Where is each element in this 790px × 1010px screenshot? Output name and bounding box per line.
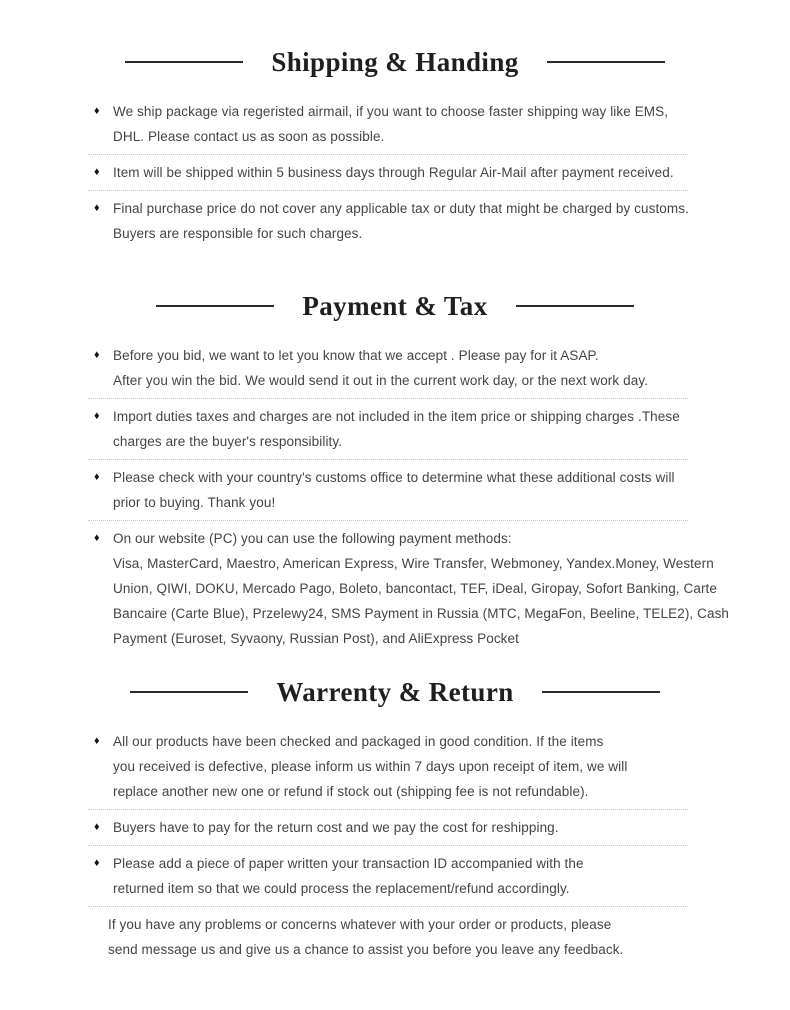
item-text-line: send message us and give us a chance to assist you before you leave any feedback. <box>108 942 624 957</box>
item-text-line: Please check with your country's customs office to determine what these additional costs will <box>113 470 675 485</box>
section-warranty-return <box>0 675 790 967</box>
diamond-bullet-icon: ♦ <box>94 410 100 422</box>
diamond-bullet-icon: ♦ <box>94 532 100 544</box>
diamond-bullet-icon: ♦ <box>94 166 100 178</box>
title-rule-right <box>516 305 634 307</box>
section-payment-tax <box>0 289 790 656</box>
list-item <box>88 398 688 459</box>
item-text-line: If you have any problems or concerns whatever with your order or products, please <box>108 917 612 932</box>
item-text-line: Buyers are responsible for such charges. <box>113 226 363 241</box>
section-title: Warrenty & Return <box>276 676 514 707</box>
list-item <box>88 845 688 906</box>
item-text-line: Import duties taxes and charges are not included in the item price or shipping charges .These <box>113 409 680 424</box>
title-rule-left <box>156 305 274 307</box>
item-text-line: you received is defective, please inform us within 7 days upon receipt of item, we will <box>113 759 628 774</box>
section-item-list <box>88 94 688 251</box>
list-item <box>88 724 688 809</box>
list-item <box>88 154 688 190</box>
list-item <box>88 190 688 251</box>
diamond-bullet-icon: ♦ <box>94 857 100 869</box>
diamond-bullet-icon: ♦ <box>94 349 100 361</box>
item-text-line: Bancaire (Carte Blue), Przelewy24, SMS Payment in Russia (MTC, MegaFon, Beeline, TELE2), Cash <box>113 606 730 621</box>
item-text-line: Buyers have to pay for the return cost and we pay the cost for reshipping. <box>113 820 559 835</box>
diamond-bullet-icon: ♦ <box>94 821 100 833</box>
section-shipping-handling <box>0 45 790 251</box>
title-rule-right <box>547 61 665 63</box>
item-text-line: After you win the bid. We would send it out in the current work day, or the next work day. <box>113 373 649 388</box>
item-text-line: returned item so that we could process the replacement/refund accordingly. <box>113 881 570 896</box>
section-header <box>0 289 790 323</box>
diamond-bullet-icon: ♦ <box>94 202 100 214</box>
section-item-list <box>88 724 688 967</box>
diamond-bullet-icon: ♦ <box>94 105 100 117</box>
diamond-bullet-icon: ♦ <box>94 471 100 483</box>
list-item <box>88 809 688 845</box>
item-text-line: charges are the buyer's responsibility. <box>113 434 343 449</box>
section-header <box>0 675 790 709</box>
item-text-line: replace another new one or refund if stock out (shipping fee is not refundable). <box>113 784 589 799</box>
list-item <box>88 338 688 398</box>
item-text-line: Union, QIWI, DOKU, Mercado Pago, Boleto, bancontact, TEF, iDeal, Giropay, Sofort Banking, Carte <box>113 581 718 596</box>
item-text-line: Payment (Euroset, Syvaony, Russian Post), and AliExpress Pocket <box>113 631 519 646</box>
item-text-line: Please add a piece of paper written your transaction ID accompanied with the <box>113 856 584 871</box>
title-rule-right <box>542 691 660 693</box>
section-title: Shipping & Handing <box>271 46 519 77</box>
list-item <box>88 459 688 520</box>
item-text-line: prior to buying. Thank you! <box>113 495 276 510</box>
note-paragraph <box>88 906 688 967</box>
list-item <box>88 520 730 656</box>
item-text-line: On our website (PC) you can use the following payment methods: <box>113 531 512 546</box>
section-item-list <box>88 338 730 656</box>
title-rule-left <box>125 61 243 63</box>
item-text-line: We ship package via regeristed airmail, if you want to choose faster shipping way like EMS, <box>113 104 669 119</box>
item-text-line: Visa, MasterCard, Maestro, American Express, Wire Transfer, Webmoney, Yandex.Money, Western <box>113 556 714 571</box>
item-text-line: Before you bid, we want to let you know that we accept . Please pay for it ASAP. <box>113 348 599 363</box>
section-header <box>0 45 790 79</box>
title-rule-left <box>130 691 248 693</box>
item-text-line: Item will be shipped within 5 business days through Regular Air-Mail after payment received. <box>113 165 674 180</box>
diamond-bullet-icon: ♦ <box>94 735 100 747</box>
item-text-line: DHL. Please contact us as soon as possible. <box>113 129 385 144</box>
list-item <box>88 94 688 154</box>
section-title: Payment & Tax <box>302 290 488 321</box>
item-text-line: All our products have been checked and packaged in good condition. If the items <box>113 734 604 749</box>
item-text-line: Final purchase price do not cover any applicable tax or duty that might be charged by customs. <box>113 201 689 216</box>
